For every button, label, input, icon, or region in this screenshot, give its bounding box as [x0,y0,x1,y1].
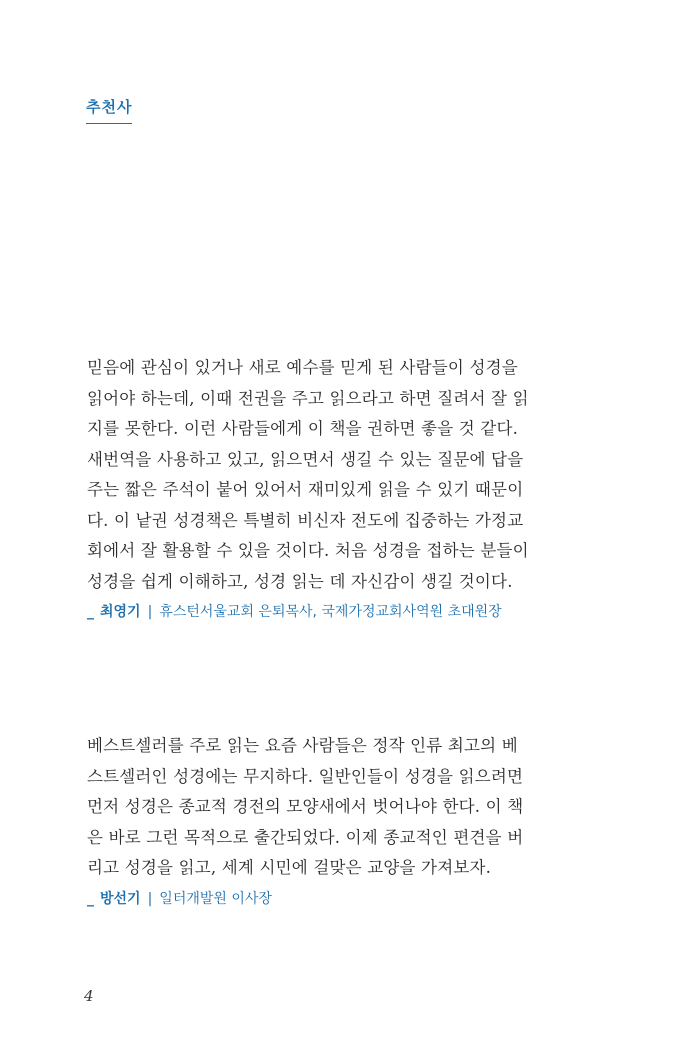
recommender-title: 휴스턴서울교회 은퇴목사, 국제가정교회사역원 초대원장 [159,604,502,620]
recommender-name: 방선기 [100,890,141,907]
attribution [87,888,547,908]
attribution-separator: | [147,890,153,907]
page-number: 4 [84,987,94,1005]
text-line: 지를 못한다. 이런 사람들에게 이 책을 권하면 좋을 것 같다. [87,419,519,438]
text-line: 은 바로 그런 목적으로 출간되었다. 이제 종교적인 편견을 버 [87,827,524,847]
text-line: 주는 짧은 주석이 붙어 있어서 재미있게 읽을 수 있기 때문이 [87,480,524,499]
recommendation-text [87,353,547,597]
attribution [87,601,547,621]
text-line: 베스트셀러를 주로 읽는 요즘 사람들은 정작 인류 최고의 베 [87,736,518,755]
recommendation-1 [87,353,547,621]
recommendation-2 [87,731,547,908]
text-line: 스트셀러인 성경에는 무지하다. 일반인들이 성경을 읽으려면 [87,766,524,786]
attribution-dash: _ [87,604,94,620]
text-line: 성경을 쉽게 이해하고, 성경 읽는 데 자신감이 생길 것이다. [87,571,513,591]
attribution-dash: _ [87,890,94,907]
recommender-name: 최영기 [100,604,141,620]
text-line: 리고 성경을 읽고, 세계 시민에 걸맞은 교양을 가져보자. [87,858,492,877]
section-heading: 추천사 [86,96,132,124]
text-line: 먼저 성경은 종교적 경전의 모양새에서 벗어나야 한다. 이 책 [87,797,524,816]
recommender-title: 일터개발원 이사장 [159,890,272,907]
text-line: 믿음에 관심이 있거나 새로 예수를 믿게 된 사람들이 성경을 [87,358,518,377]
text-line: 읽어야 하는데, 이때 전권을 주고 읽으라고 하면 질려서 잘 읽 [87,388,529,408]
attribution-separator: | [147,604,153,620]
text-line: 회에서 잘 활용할 수 있을 것이다. 처음 성경을 접하는 분들이 [87,541,529,560]
text-line: 다. 이 낱권 성경책은 특별히 비신자 전도에 집중하는 가정교 [87,510,524,530]
recommendation-text [87,731,547,884]
text-line: 새번역을 사용하고 있고, 읽으면서 생길 수 있는 질문에 답을 [87,449,524,469]
